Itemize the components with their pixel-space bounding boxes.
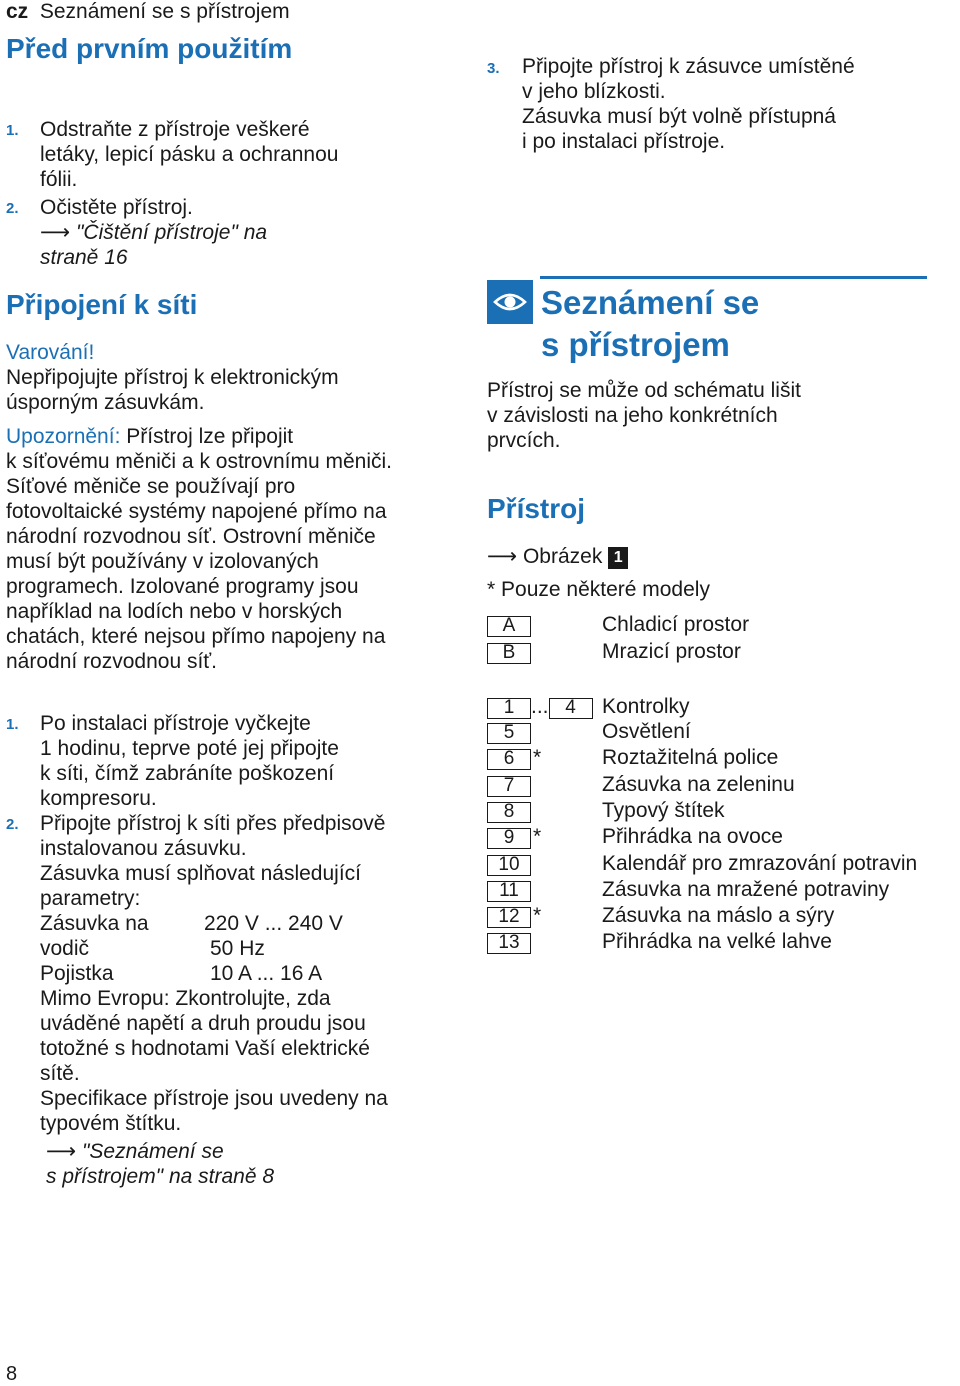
text-line: Specifikace přístroje jsou uvedeny na bbox=[40, 1087, 388, 1110]
optional-star: * bbox=[533, 904, 542, 927]
parameter-row bbox=[40, 936, 343, 961]
text-line: uváděné napětí a druh proudu jsou bbox=[40, 1012, 366, 1035]
note-line: národní rozvodnou síť. bbox=[6, 650, 218, 673]
cross-reference-cleaning[interactable] bbox=[40, 220, 267, 270]
legend-row bbox=[487, 877, 531, 902]
reference-text: "Seznámení se bbox=[81, 1140, 224, 1163]
step-line: Zásuvka musí splňovat následující bbox=[40, 862, 361, 885]
warning-title: Varování! bbox=[6, 341, 95, 364]
parameter-label: vodič bbox=[40, 937, 90, 960]
legend-label: Přihrádka na velké lahve bbox=[602, 930, 832, 953]
heading-connect: Připojení k síti bbox=[6, 289, 198, 320]
legend-key: 5 bbox=[487, 723, 531, 744]
legend-key: A bbox=[487, 616, 531, 637]
section-rule bbox=[540, 276, 927, 279]
legend-key: 10 bbox=[487, 855, 531, 876]
legend-row bbox=[487, 929, 531, 954]
reference-text: straně 16 bbox=[40, 246, 128, 269]
legend-key: 8 bbox=[487, 802, 531, 823]
legend-row bbox=[487, 639, 531, 664]
heading-first-use: Před prvním použitím bbox=[6, 33, 293, 64]
legend-label: Kontrolky bbox=[602, 695, 690, 718]
step-line: v jeho blízkosti. bbox=[522, 80, 666, 103]
step-line: kompresoru. bbox=[40, 787, 157, 810]
legend-key: 6 bbox=[487, 749, 531, 770]
legend-label: Zásuvka na mražené potraviny bbox=[602, 878, 890, 901]
header-section-title: Seznámení se s přístrojem bbox=[39, 0, 290, 23]
legend-label: Roztažitelná police bbox=[602, 746, 779, 769]
arrow-right-icon: ⟶ bbox=[40, 221, 71, 244]
parameters-table bbox=[40, 911, 343, 986]
parameter-value: 50 Hz bbox=[210, 937, 265, 960]
step-text bbox=[522, 54, 855, 154]
legend-row bbox=[487, 745, 541, 770]
models-note: * Pouze některé modely bbox=[487, 578, 710, 601]
legend-row bbox=[487, 772, 531, 797]
legend-label: Osvětlení bbox=[602, 720, 691, 743]
parameter-label: Pojistka bbox=[40, 962, 114, 985]
heading-line: Seznámení se bbox=[541, 284, 760, 321]
parameter-row bbox=[40, 961, 343, 986]
eye-icon bbox=[487, 280, 533, 324]
arrow-right-icon: ⟶ bbox=[46, 1140, 77, 1163]
step-line: Odstraňte z přístroje veškeré bbox=[40, 118, 310, 141]
text-line: Přístroj se může od schématu lišit bbox=[487, 379, 801, 402]
note-label: Upozornění: bbox=[6, 425, 121, 448]
legend-label: Mrazicí prostor bbox=[602, 640, 741, 663]
note-line: například na lodích nebo v horských bbox=[6, 600, 343, 623]
heading-intro bbox=[541, 282, 759, 366]
step-line: Připojte přístroj k zásuvce umístěné bbox=[522, 55, 855, 78]
cross-reference-intro[interactable] bbox=[46, 1139, 274, 1189]
legend-label: Přihrádka na ovoce bbox=[602, 825, 783, 848]
step-text bbox=[40, 811, 385, 911]
legend-key: 1 bbox=[487, 698, 531, 719]
step-number: 3. bbox=[487, 60, 500, 77]
parameter-value: 10 A ... 16 A bbox=[210, 962, 323, 985]
parameter-value: 220 V ... 240 V bbox=[204, 912, 343, 935]
optional-star: * bbox=[533, 825, 542, 848]
warning-line: úsporným zásuvkám. bbox=[6, 391, 205, 414]
step-line: parametry: bbox=[40, 887, 141, 910]
legend-row bbox=[487, 903, 541, 928]
step-number: 2. bbox=[6, 200, 19, 217]
step-number: 1. bbox=[6, 716, 19, 733]
legend-label: Kalendář pro zmrazování potravin bbox=[602, 852, 918, 875]
parameter-label: Zásuvka na bbox=[40, 912, 149, 935]
after-params-text bbox=[40, 986, 388, 1136]
legend-key: 13 bbox=[487, 933, 531, 954]
heading-device: Přístroj bbox=[487, 493, 586, 524]
text-line: v závislosti na jeho konkrétních bbox=[487, 404, 778, 427]
note-line: programech. Izolované programy jsou bbox=[6, 575, 359, 598]
warning-text bbox=[6, 365, 339, 415]
text-line: typovém štítku. bbox=[40, 1112, 182, 1135]
note-line: fotovoltaické systémy napojené přímo na bbox=[6, 500, 387, 523]
legend-row bbox=[487, 694, 593, 719]
warning-line: Nepřipojujte přístroj k elektronickým bbox=[6, 366, 339, 389]
note-line: musí být používány v izolovaných bbox=[6, 550, 319, 573]
arrow-right-icon: ⟶ bbox=[487, 545, 518, 568]
range-ellipsis: ... bbox=[531, 695, 549, 718]
page-number: 8 bbox=[6, 1363, 18, 1385]
step-number: 1. bbox=[6, 122, 19, 139]
reference-text: s přístrojem" na straně 8 bbox=[46, 1165, 275, 1188]
optional-star: * bbox=[533, 746, 542, 769]
legend-label: Zásuvka na zeleninu bbox=[602, 773, 795, 796]
text-line: prvcích. bbox=[487, 429, 561, 452]
step-line: fólii. bbox=[40, 168, 78, 191]
step-line: 1 hodinu, teprve poté jej připojte bbox=[40, 737, 339, 760]
note-line: Přístroj lze připojit bbox=[120, 425, 294, 448]
legend-key: 4 bbox=[549, 698, 593, 719]
heading-line: s přístrojem bbox=[541, 326, 730, 363]
figure-label: Obrázek bbox=[522, 545, 603, 568]
legend-key: 11 bbox=[487, 881, 531, 902]
legend-label: Chladicí prostor bbox=[602, 613, 750, 636]
legend-row bbox=[487, 851, 531, 876]
figure-reference[interactable] bbox=[487, 544, 628, 569]
note-line: k síťovému měniči a k ostrovnímu měniči. bbox=[6, 450, 392, 473]
step-text bbox=[40, 711, 339, 811]
legend-key: 12 bbox=[487, 907, 531, 928]
legend-row bbox=[487, 719, 531, 744]
legend-row bbox=[487, 612, 531, 637]
text-line: totožné s hodnotami Vaší elektrické bbox=[40, 1037, 370, 1060]
figure-number-badge: 1 bbox=[608, 547, 628, 569]
step-number: 2. bbox=[6, 816, 19, 833]
step-line: Zásuvka musí být volně přístupná bbox=[522, 105, 836, 128]
intro-text bbox=[487, 378, 801, 453]
step-text: Očistěte přístroj. bbox=[40, 196, 193, 219]
reference-text: "Čištění přístroje" na bbox=[75, 221, 268, 244]
legend-label: Zásuvka na máslo a sýry bbox=[602, 904, 835, 927]
text-line: Mimo Evropu: Zkontrolujte, zda bbox=[40, 987, 331, 1010]
step-text bbox=[40, 117, 338, 192]
legend-key: 7 bbox=[487, 776, 531, 797]
note-block bbox=[6, 424, 392, 674]
note-line: Síťové měniče se používají pro bbox=[6, 475, 296, 498]
note-line: národní rozvodnou síť. Ostrovní měniče bbox=[6, 525, 376, 548]
step-line: i po instalaci přístroje. bbox=[522, 130, 726, 153]
step-line: k síti, čímž zabráníte poškození bbox=[40, 762, 335, 785]
parameter-row bbox=[40, 911, 343, 936]
legend-row bbox=[487, 798, 531, 823]
running-header bbox=[6, 0, 290, 24]
step-line: instalovanou zásuvku. bbox=[40, 837, 247, 860]
note-line: chatách, které nejsou přímo napojeny na bbox=[6, 625, 386, 648]
legend-key: B bbox=[487, 643, 531, 664]
legend-key: 9 bbox=[487, 828, 531, 849]
legend-row bbox=[487, 824, 541, 849]
step-line: letáky, lepicí pásku a ochrannou bbox=[40, 143, 339, 166]
step-line: Po instalaci přístroje vyčkejte bbox=[40, 712, 311, 735]
step-line: Připojte přístroj k síti přes předpisově bbox=[40, 812, 386, 835]
legend-label: Typový štítek bbox=[602, 799, 725, 822]
text-line: sítě. bbox=[40, 1062, 80, 1085]
language-code: cz bbox=[6, 0, 29, 23]
